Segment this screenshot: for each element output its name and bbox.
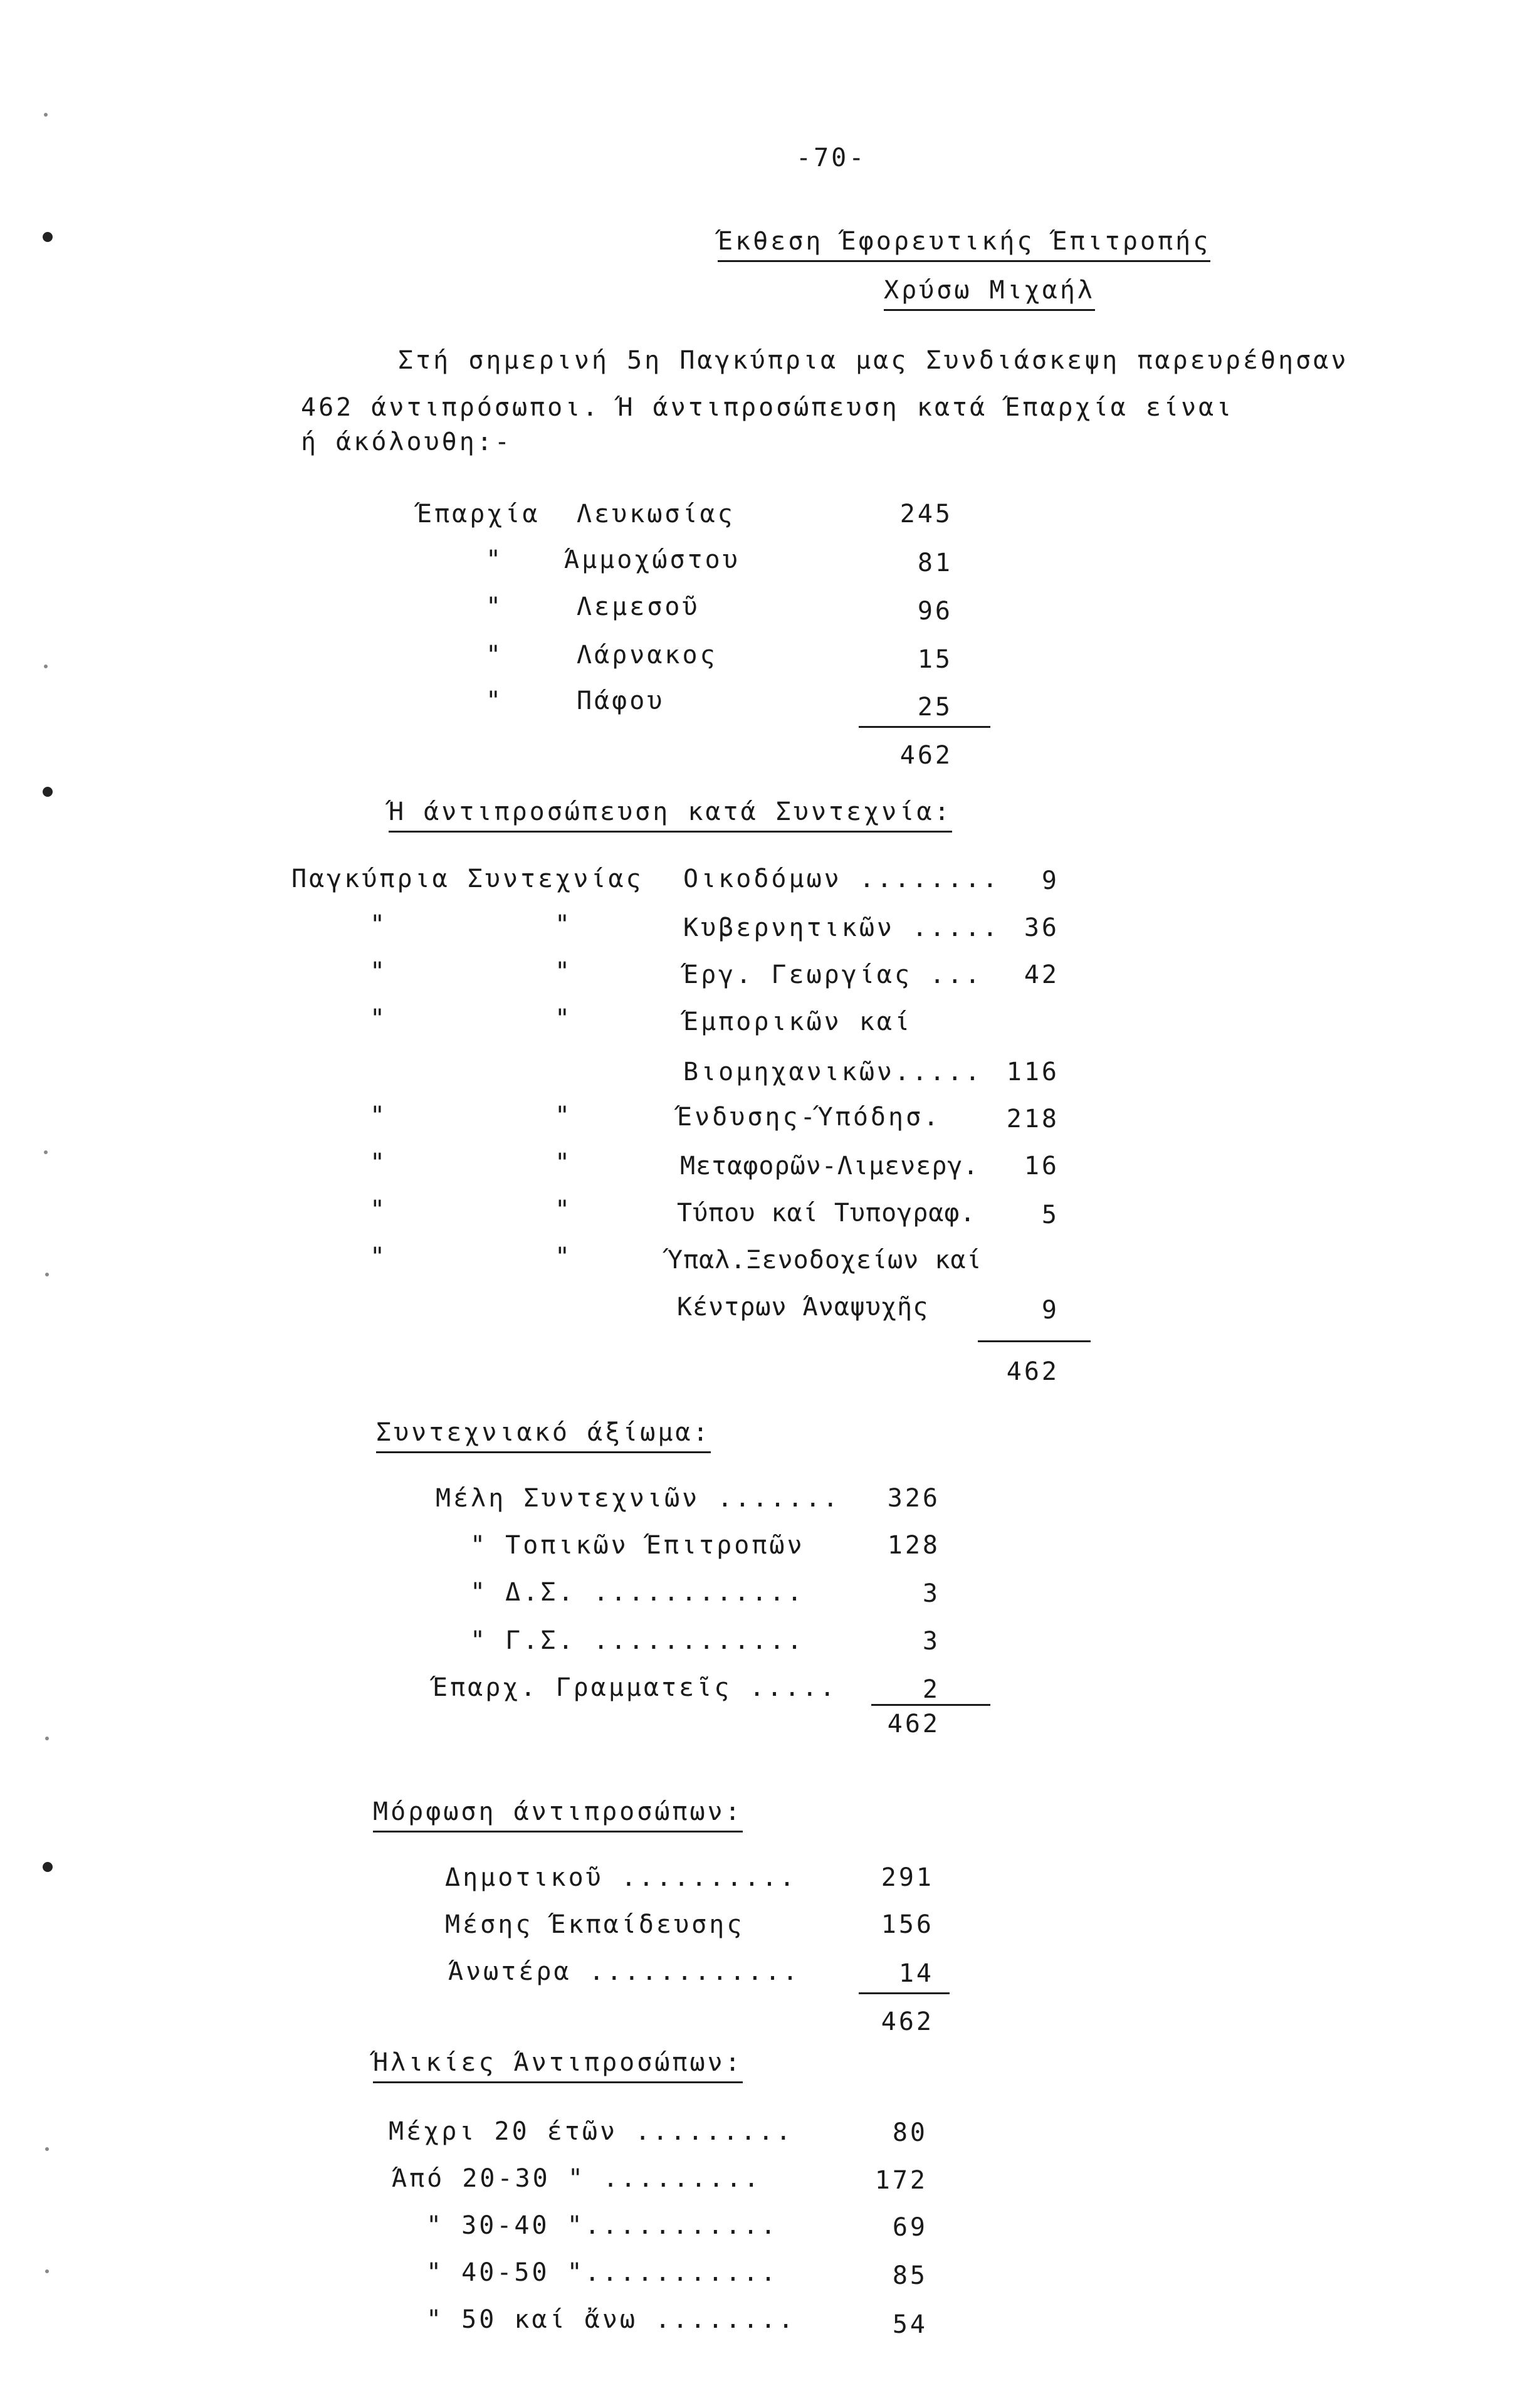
table-row-value: 81 [917, 549, 953, 577]
table-row-value: 42 [1024, 960, 1059, 989]
scan-speck [45, 1737, 49, 1740]
punch-hole [43, 232, 53, 242]
table-row-value: 128 [887, 1531, 940, 1560]
table-row-label: " 30-40 "........... [426, 2211, 778, 2240]
table-row-label: Άπό 20-30 " ......... [392, 2164, 762, 2193]
ditto-mark: " [555, 1149, 573, 1177]
table-row-prefix: Έπαρχία [417, 500, 540, 528]
table-row-label: " 50 καί ἄνω ........ [426, 2305, 796, 2334]
ditto-mark: " [555, 1196, 573, 1224]
table-row-value: 15 [917, 645, 953, 674]
table-row-prefix: Παγκύπρια Συντεχνίας [291, 865, 644, 893]
ditto-mark: " [370, 1004, 388, 1033]
page-number: -70- [796, 144, 867, 172]
ditto-mark: " [486, 686, 504, 715]
scan-speck [44, 665, 48, 668]
table-row-value: 14 [898, 1959, 934, 1988]
ditto-mark: " [370, 957, 388, 986]
ditto-mark: " [370, 1196, 388, 1224]
table-row-value: 36 [1024, 913, 1059, 942]
table-row-label: " 40-50 "........... [426, 2258, 778, 2287]
total-rule [859, 726, 990, 728]
table-row-label: Πάφου [577, 686, 665, 715]
table-row-label: Μεταφορῶν-Λιμενεργ. [680, 1152, 979, 1180]
table-row-label: Άμμοχώστου [564, 545, 740, 574]
table-row-label: Έπαρχ. Γραμματεῖς ..... [432, 1673, 837, 1702]
intro-line: ή άκόλουθη:- [301, 428, 512, 456]
section-heading: Συντεχνιακό άξίωμα: [376, 1420, 711, 1453]
table-row-value: 54 [892, 2310, 928, 2339]
table-total: 462 [899, 741, 953, 770]
scan-speck [45, 2269, 49, 2273]
table-row-label: Μέχρι 20 έτῶν ......... [389, 2117, 794, 2146]
intro-line: Στή σημερινή 5η Παγκύπρια μας Συνδιάσκεψη παρευρέθησαν [398, 346, 1349, 375]
table-row-label: Βιομηχανικῶν..... [683, 1058, 983, 1086]
table-row-value: 85 [892, 2261, 928, 2290]
table-total: 462 [887, 1710, 940, 1738]
ditto-mark: " [486, 592, 504, 621]
table-row-label: Κυβερνητικῶν ..... [683, 913, 1000, 942]
table-row-value: 3 [922, 1627, 940, 1656]
table-row-label: Έμπορικῶν καί [683, 1007, 913, 1036]
ditto-mark: " [555, 910, 573, 939]
scan-speck [44, 1150, 48, 1154]
table-total: 462 [881, 2007, 934, 2036]
table-row-label: Λεμεσοῦ [577, 592, 700, 621]
table-row-value: 5 [1041, 1201, 1059, 1229]
report-author: Χρύσω Μιχαήλ [884, 278, 1095, 311]
table-row-value: 172 [874, 2166, 928, 2195]
table-row-label: Ύπαλ.Ξενοδοχείων καί [668, 1246, 982, 1275]
ditto-mark: " [370, 1149, 388, 1177]
ditto-mark: " [555, 957, 573, 986]
table-row-label: Οικοδόμων ........ [683, 865, 1000, 893]
table-row-value: 69 [892, 2213, 928, 2242]
table-row-value: 96 [917, 597, 953, 626]
ditto-mark: " [486, 545, 504, 574]
report-title: Έκθεση Έφορευτικής Έπιτροπής [718, 229, 1210, 262]
table-row-value: 218 [1006, 1105, 1059, 1133]
total-rule [859, 1992, 950, 1994]
table-row-label: Τύπου καί Τυπογραφ. [677, 1199, 976, 1228]
ditto-mark: " [370, 1243, 388, 1271]
table-row-value: 25 [917, 693, 953, 722]
table-row-value: 16 [1024, 1152, 1059, 1180]
ditto-mark: " [486, 641, 504, 670]
punch-hole [43, 1862, 53, 1872]
ditto-mark: " [555, 1243, 573, 1271]
section-heading: Μόρφωση άντιπροσώπων: [373, 1799, 743, 1832]
table-row-label: Έργ. Γεωργίας ... [683, 960, 983, 989]
table-row-value: 326 [887, 1484, 940, 1513]
section-heading: Ήλικίες Άντιπροσώπων: [373, 2050, 743, 2083]
table-row-value: 291 [881, 1863, 934, 1892]
scan-speck [45, 2147, 49, 2151]
table-total: 462 [1006, 1357, 1059, 1386]
section-heading: Ή άντιπροσώπευση κατά Συντεχνία: [389, 799, 952, 833]
table-row-label: " Δ.Σ. ............ [470, 1578, 805, 1607]
table-row-value: 3 [922, 1579, 940, 1608]
scan-speck [45, 1273, 49, 1276]
table-row-label: Άνωτέρα ............ [448, 1957, 800, 1986]
ditto-mark: " [555, 1101, 573, 1130]
table-row-value: 156 [881, 1910, 934, 1939]
table-row-label: " Γ.Σ. ............ [470, 1626, 805, 1655]
scan-speck [44, 113, 48, 117]
table-row-label: Λάρνακος [577, 641, 718, 670]
table-row-value: 9 [1041, 1296, 1059, 1325]
table-row-label: Μέσης Έκπαίδευσης [445, 1910, 745, 1939]
table-row-label: Λευκωσίας [577, 500, 735, 528]
table-row-label: Κέντρων Άναψυχῆς [677, 1293, 929, 1322]
table-row-value: 80 [892, 2118, 928, 2147]
total-rule [871, 1704, 990, 1706]
table-row-label: Μέλη Συντεχνιῶν ....... [436, 1484, 841, 1513]
table-row-value: 9 [1041, 866, 1059, 895]
intro-line: 462 άντιπρόσωποι. Ή άντιπροσώπευση κατά Έπαρχία είναι [301, 393, 1234, 422]
table-row-value: 116 [1006, 1058, 1059, 1086]
total-rule [978, 1340, 1091, 1342]
punch-hole [43, 787, 53, 797]
table-row-value: 245 [899, 500, 953, 528]
ditto-mark: " [370, 910, 388, 939]
table-row-label: Δημοτικοῦ .......... [445, 1863, 797, 1892]
table-row-label: Ένδυσης-Ύπόδησ. [677, 1103, 941, 1132]
ditto-mark: " [555, 1004, 573, 1033]
table-row-value: 2 [922, 1675, 940, 1704]
table-row-label: " Τοπικῶν Έπιτροπῶν [470, 1531, 805, 1560]
ditto-mark: " [370, 1101, 388, 1130]
